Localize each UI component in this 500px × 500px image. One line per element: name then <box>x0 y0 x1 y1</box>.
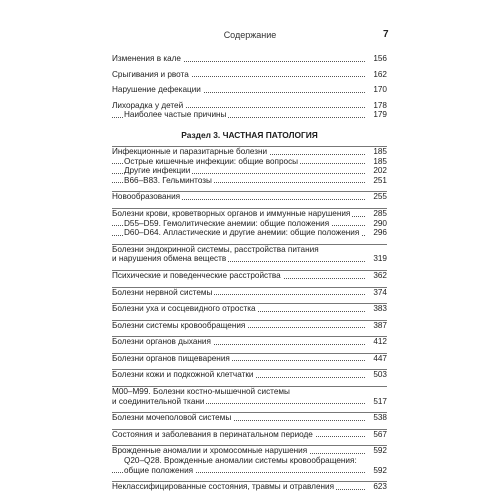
toc-entry: Болезни мочеполовой системы 538 <box>112 413 387 423</box>
table-of-contents <box>112 54 387 492</box>
toc-entry: Срыгивания и рвота 162 <box>112 69 387 79</box>
toc-entry: Психические и поведенческие расстройства 362 <box>112 270 387 280</box>
toc-entry: Болезни кожи и подкожной клетчатки 503 <box>112 370 387 380</box>
toc-subentry: D55–D59. Гемолитические анемии: общие положения 290 <box>112 219 387 229</box>
running-title: Содержание <box>223 30 277 40</box>
toc-entry: Болезни эндокринной системы, расстройства питания и нарушения обмена веществ 319 <box>112 244 387 264</box>
toc-entry: Изменения в кале 156 <box>112 54 387 63</box>
toc-subentry: Острые кишечные инфекции: общие вопросы 185 <box>112 157 387 167</box>
toc-entry: Нарушение дефекации 170 <box>112 85 387 95</box>
toc-entry: Неклассифицированные состояния, травмы и отравления 623 <box>112 482 387 492</box>
toc-entry: Новообразования 255 <box>112 192 387 202</box>
toc-entry: Состояния и заболевания в перинатальном периоде 567 <box>112 429 387 439</box>
toc-entry: Болезни системы кровообращения 387 <box>112 320 387 330</box>
section-heading: Раздел 3. ЧАСТНАЯ ПАТОЛОГИЯ <box>181 129 318 140</box>
toc-subentry: B66–B83. Гельминтозы 251 <box>112 176 387 186</box>
toc-entry: Инфекционные и паразитарные болезни 185 <box>112 146 387 156</box>
toc-entry: Лихорадка у детей 178 <box>112 100 387 110</box>
toc-entry: Болезни уха и сосцевидного отростка 383 <box>112 304 387 314</box>
toc-subentry: Другие инфекции 202 <box>112 166 387 176</box>
toc-entry: Врожденные аномалии и хромосомные нарушения 592 <box>112 446 387 456</box>
running-head <box>0 30 500 44</box>
toc-subentry: D60–D64. Апластические и другие анемии: общие положения 296 <box>112 228 387 238</box>
toc-subentry: Q20–Q28. Врожденные аномалии системы кровообращения: общие положения 592 <box>112 456 387 475</box>
toc-entry: Болезни органов пищеварения 447 <box>112 353 387 363</box>
toc-entry: M00–M99. Болезни костно-мышечной системы и соединительной ткани 517 <box>112 387 387 406</box>
toc-entry: Болезни органов дыхания 412 <box>112 337 387 347</box>
toc-entry: Болезни крови, кроветворных органов и иммунные нарушения 285 <box>112 208 387 218</box>
page-number: 7 <box>383 29 389 40</box>
toc-subentry: Наиболее частые причины 179 <box>112 110 387 120</box>
toc-entry: Болезни нервной системы 374 <box>112 287 387 297</box>
